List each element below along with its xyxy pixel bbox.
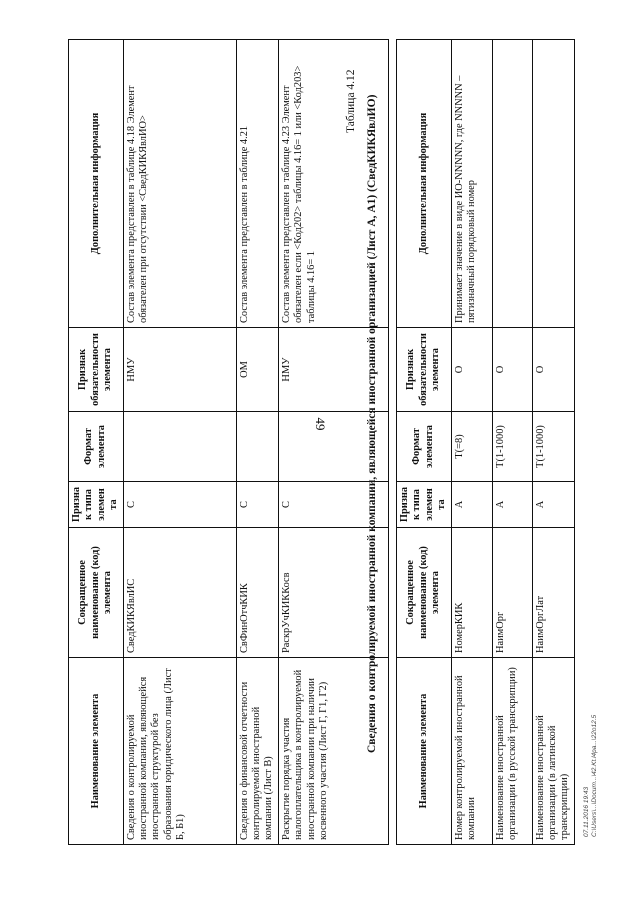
table-row [532, 40, 574, 845]
table-header-row [397, 40, 452, 845]
cell-code: НаимОргЛат [532, 528, 574, 658]
cell-format [236, 412, 278, 482]
header-element-type: Признак типа элемента [397, 482, 452, 528]
cell-name: Сведения о контролируемой иностранной компании, являющейся иностранной структурой без образования юридического лица (Лист Б, Б1) [123, 658, 236, 845]
page-number: 49 [313, 417, 328, 431]
cell-name: Наименование иностранной организации (в русской транскрипции) [492, 658, 532, 845]
header-additional-info: Дополнительная информация [397, 40, 452, 328]
cell-code: РаскрУчКИККосв [278, 528, 388, 658]
cell-format: T(1-1000) [492, 412, 532, 482]
cell-type: А [451, 482, 492, 528]
cell-mandatory: ОМ [236, 328, 278, 412]
table-header-row [69, 40, 124, 845]
cell-mandatory: О [451, 328, 492, 412]
cell-info [492, 40, 532, 328]
cell-mandatory: НМУ [123, 328, 236, 412]
cell-format: T(1-1000) [532, 412, 574, 482]
cell-mandatory: НМУ [278, 328, 388, 412]
cell-type: А [492, 482, 532, 528]
cell-format: T(=8) [451, 412, 492, 482]
elements-table-4-12 [396, 39, 575, 845]
header-element-name: Наименование элемента [69, 658, 124, 845]
stamp-line-1: 07.11.2016 19:43 [583, 786, 590, 837]
stamp-line-2: C:\Users\...\Docum...\42.Kt.l4pa...\22o12.5 [590, 714, 598, 837]
cell-name: Номер контролируемой иностранной компании [451, 658, 492, 845]
header-additional-info: Дополнительная информация [69, 40, 124, 328]
cell-code: НаимОрг [492, 528, 532, 658]
header-element-mandatory: Признак обязательности элемента [397, 328, 452, 412]
cell-format [123, 412, 236, 482]
header-element-format: Формат элемента [69, 412, 124, 482]
header-element-mandatory: Признак обязательности элемента [69, 328, 124, 412]
elements-table-continued [68, 39, 389, 845]
cell-name: Раскрытие порядка участия налогоплательщика в контролируемой иностранной компании при наличии косвенного участия (Лист Г, Г1, Г2) [278, 658, 388, 845]
table-title: Сведения о контролируемой иностранной компании, являющейся иностранной организацией (Лист А, А1) (СведКИКЯвлИО) [366, 94, 378, 753]
cell-name: Сведения о финансовой отчетности контролируемой иностранной компании (Лист В) [236, 658, 278, 845]
table-row [123, 40, 236, 845]
cell-code: СведКИКЯвлИС [123, 528, 236, 658]
cell-info: Состав элемента представлен в таблице 4.23 Элемент обязателен если <Код202> таблицы 4.16= 1 или <Код203> таблицы 4.16= 1 [278, 40, 388, 328]
cell-type: С [278, 482, 388, 528]
cell-info: Состав элемента представлен в таблице 4.18 Элемент обязателен при отсутствии <СведКИКЯвлИО> [123, 40, 236, 328]
cell-mandatory: О [492, 328, 532, 412]
cell-info: Состав элемента представлен в таблице 4.21 [236, 40, 278, 328]
table-row [451, 40, 492, 845]
cell-mandatory: О [532, 328, 574, 412]
cell-info: Принимает значение в виде ИО-NNNNN, где NNNNN – пятизначный порядковый номер [451, 40, 492, 328]
cell-code: НомерКИК [451, 528, 492, 658]
table-row [492, 40, 532, 845]
cell-name: Наименование иностранной организации (в латинской транскрипции) [532, 658, 574, 845]
header-element-type: Признак типа элемента [69, 482, 124, 528]
document-stamp [583, 715, 598, 837]
header-element-code: Сокращенное наименование (код) элемента [69, 528, 124, 658]
cell-info [532, 40, 574, 328]
header-element-name: Наименование элемента [397, 658, 452, 845]
cell-type: А [532, 482, 574, 528]
header-element-code: Сокращенное наименование (код) элемента [397, 528, 452, 658]
header-element-format: Формат элемента [397, 412, 452, 482]
table-row [236, 40, 278, 845]
cell-type: С [123, 482, 236, 528]
cell-type: С [236, 482, 278, 528]
table-number: Таблица 4.12 [345, 69, 357, 133]
cell-code: СвФинОтчКИК [236, 528, 278, 658]
